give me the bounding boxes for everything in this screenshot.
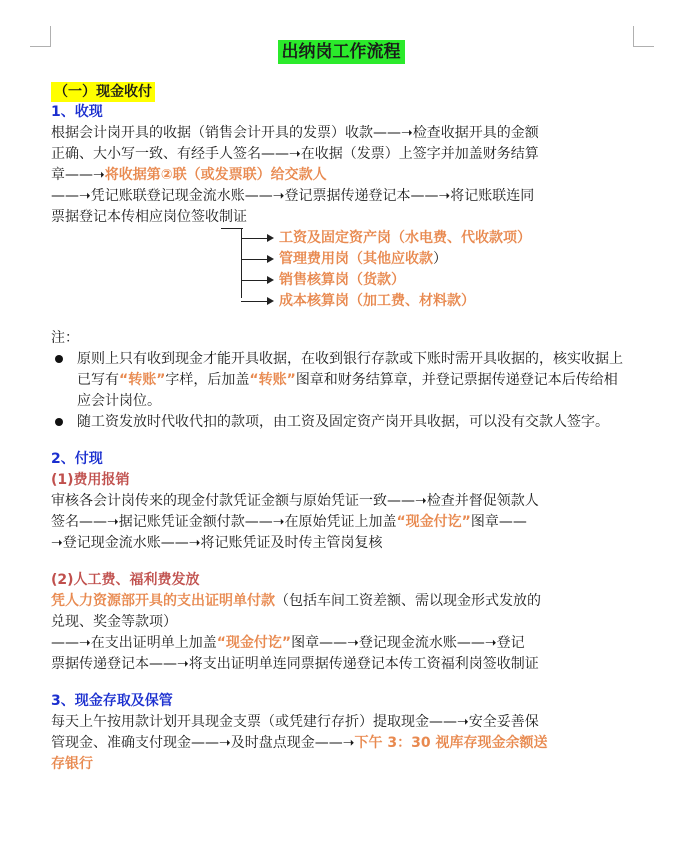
wage-line-1 [51, 591, 631, 612]
expense-line-2-tail: 图章—— [470, 514, 527, 530]
receive-highlight-give-copy: 将收据第②联（或发票联）给交款人 [104, 167, 327, 183]
note-label: 注： [51, 330, 79, 346]
note-item [51, 412, 631, 433]
section-label-cash: （一）现金收付 [51, 82, 155, 102]
wage-line-3-text: ——➝在支出证明单上加盖 [51, 635, 217, 651]
expense-line-3: ➝登记现金流水账——➝将记账凭证及时传主管岗复核 [51, 535, 383, 551]
title-wrap [51, 40, 631, 70]
heading-expense-reimburse: (1)费用报销 [51, 472, 130, 488]
note-text: 原则上只有收到现金才能开具收据，在收到银行存款或下账时需开具收据的，核实收据上已写有 [77, 351, 623, 388]
storage-line-1: 每天上午按用款计划开具现金支票（或凭建行存折）提取现金——➝安全妥善保 [51, 714, 539, 730]
expense-highlight-stamp: “现金付讫” [396, 514, 471, 530]
spacer [51, 554, 631, 570]
bullet-icon [55, 418, 63, 426]
spacer [51, 312, 631, 328]
wage-highlight: 凭人力资源部开具的支出证明单付款 [51, 593, 275, 609]
spacer [51, 433, 631, 449]
note-item [51, 349, 631, 412]
note-text: 字样，后加盖 [165, 372, 250, 388]
storage-line-3 [51, 754, 631, 775]
distribution-tree [51, 228, 631, 312]
document-page [51, 40, 631, 775]
receive-para-line-3 [51, 165, 631, 186]
branch-label [279, 291, 475, 312]
heading-receive-cash: 1、收现 [51, 104, 103, 120]
expense-line-2-text: 签名——➝据记账凭证金额付款——➝在原始凭证上加盖 [51, 514, 397, 530]
storage-highlight: 下午 3：30 视库存现金余额送 [354, 735, 548, 751]
branch-label-highlight: 工资及固定资产岗（水电费、代收款项） [279, 230, 531, 246]
wage-line-3 [51, 633, 631, 654]
wage-line-4: 票据传递登记本——➝将支出证明单连同票据传递登记本传工资福利岗签收制证 [51, 656, 539, 672]
storage-line-2-text: 管现金、准确支付现金——➝及时盘点现金——➝ [51, 735, 355, 751]
wage-line-3-tail: 图章——➝登记现金流水账——➝登记 [291, 635, 525, 651]
receive-para2-line-2: 票据登记本传相应岗位签收制证 [51, 209, 247, 225]
branch-label [279, 228, 531, 249]
heading-pay-cash: 2、付现 [51, 451, 103, 467]
branch-label [279, 270, 405, 291]
wage-highlight-stamp: “现金付讫” [216, 635, 292, 651]
arrow-head-icon [267, 234, 274, 242]
branch-label-tail: ） [433, 251, 447, 267]
wage-line-1-text: （包括车间工资差额、需以现金形式发放的 [275, 593, 541, 609]
note-list [51, 349, 631, 433]
heading-cash-storage: 3、现金存取及保管 [51, 693, 173, 709]
arrow-head-icon [267, 297, 274, 305]
branch-label-highlight: 销售核算岗（货款） [279, 272, 405, 288]
bullet-icon [55, 355, 63, 363]
arrow-head-icon [267, 276, 274, 284]
wage-line-2: 兑现、奖金等款项） [51, 614, 177, 630]
note-text: 随工资发放时代收代扣的款项，由工资及固定资产岗开具收据，可以没有交款人签字。 [77, 414, 609, 430]
doc-title: 出纳岗工作流程 [278, 40, 405, 64]
page-corner-mark-top-right [633, 26, 654, 47]
receive-para-line-1: 根据会计岗开具的收据（销售会计开具的发票）收款——➝检查收据开具的金额 [51, 125, 539, 141]
branch-label [279, 249, 447, 270]
expense-line-2 [51, 512, 631, 533]
storage-highlight-tail: 存银行 [51, 756, 93, 772]
receive-para2-line-1: ——➝凭记账联登记现金流水账——➝登记票据传递登记本——➝将记账联连同 [51, 188, 535, 204]
note-text: 图章和财务结算章，并登记票据传递登记本后传给相应会计岗位。 [77, 372, 618, 409]
tree-connector-horizontal [221, 228, 243, 229]
storage-line-2 [51, 733, 631, 754]
receive-para-line-2: 正确、大小写一致、有经手人签名——➝在收据（发票）上签字并加盖财务结算 [51, 146, 539, 162]
spacer [51, 675, 631, 691]
branch-label-highlight: 管理费用岗（其他应收款 [279, 251, 433, 267]
page-corner-mark-top-left [30, 26, 51, 47]
expense-line-1: 审核各会计岗传来的现金付款凭证金额与原始凭证一致——➝检查并督促领款人 [51, 493, 539, 509]
note-highlight: “转账” [119, 372, 166, 388]
receive-para-line-3-text: 章——➝ [51, 167, 105, 183]
arrow-head-icon [267, 255, 274, 263]
heading-wage-welfare: (2)人工费、福利费发放 [51, 572, 200, 588]
branch-label-highlight: 成本核算岗（加工费、材料款） [279, 293, 475, 309]
note-highlight: “转账” [249, 372, 296, 388]
